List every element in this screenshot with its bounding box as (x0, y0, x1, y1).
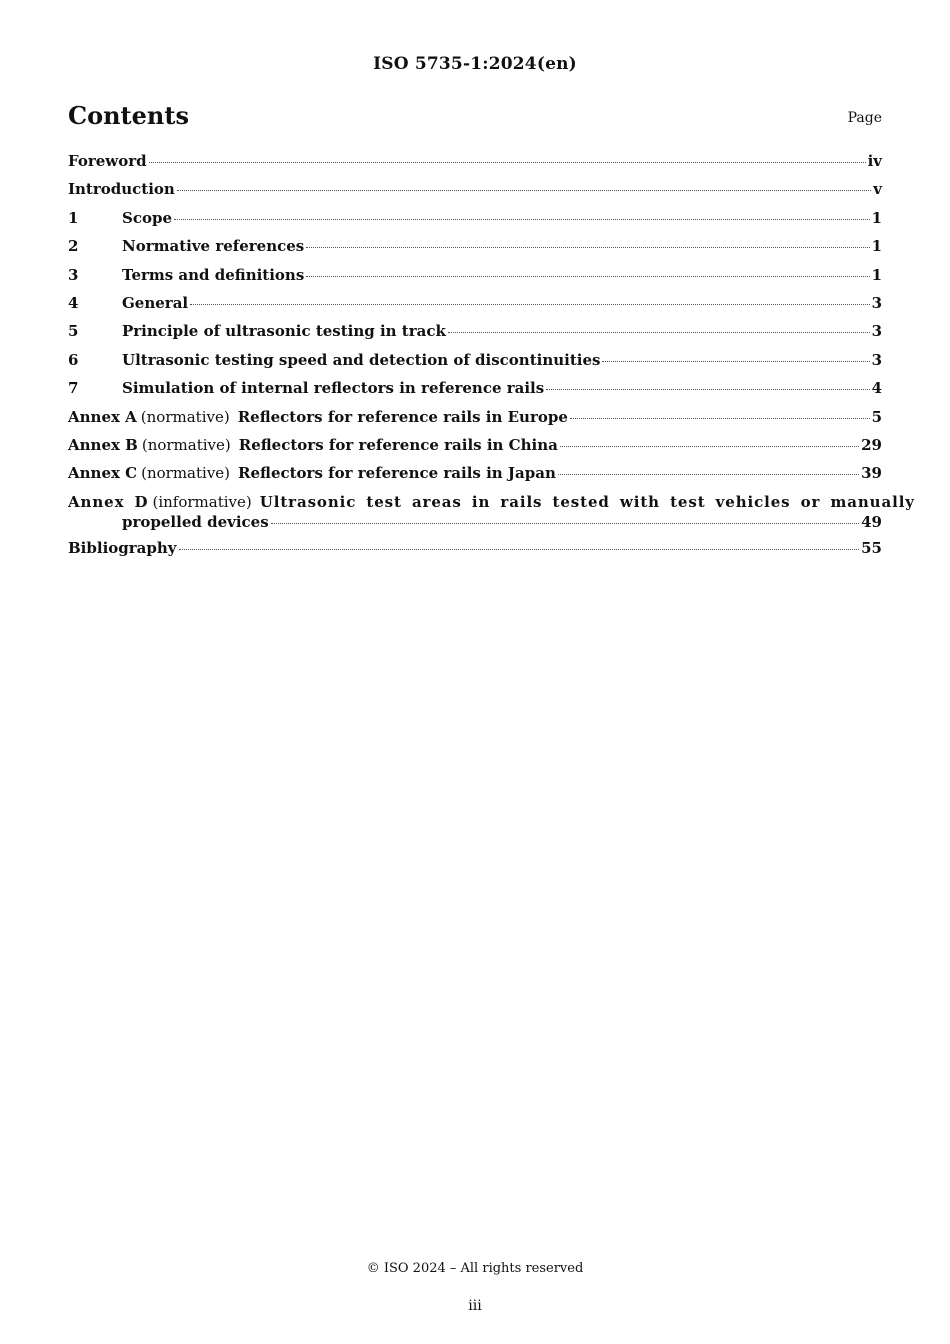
toc-entry-number: 4 (68, 293, 79, 312)
toc-entry-title: Ultrasonic testing speed and detection of discontinuities (122, 350, 601, 369)
toc-entry-page: 3 (871, 322, 882, 341)
dot-leader (546, 389, 869, 390)
toc-entry-number: 6 (68, 350, 79, 369)
toc-entry-title: Reflectors for reference rails in Europe (237, 407, 568, 426)
document-id-header: ISO 5735-1:2024(en) (373, 54, 577, 74)
toc-entry-number: 2 (68, 237, 79, 256)
annex-label: Annex A (68, 407, 137, 426)
toc-entry-title: Scope (122, 208, 173, 227)
toc-entry-number: 1 (68, 208, 79, 227)
contents-heading: Contents (68, 101, 189, 130)
toc-entry-number: 5 (68, 322, 79, 341)
toc-entry-annex-d[interactable] (68, 492, 915, 533)
toc-entry-scope[interactable] (68, 209, 882, 237)
toc-entry-title: Ultrasonic test areas in rails tested with test vehicles or manually (259, 492, 915, 511)
dot-leader (190, 304, 869, 305)
annex-label: Annex B (68, 435, 138, 454)
toc-entry-page: 3 (871, 293, 882, 312)
dot-leader (602, 361, 869, 362)
toc-entry-number: 3 (68, 265, 79, 284)
dot-leader (558, 474, 859, 475)
toc-entry-bibliography[interactable] (68, 539, 882, 567)
toc-entry-page: 39 (861, 464, 882, 483)
copyright-notice: © ISO 2024 – All rights reserved (366, 1261, 584, 1276)
toc-entry-page: 55 (861, 538, 882, 557)
toc-entry-title: Introduction (68, 180, 175, 199)
toc-entry-page: iv (867, 152, 882, 170)
toc-entry-normative-references[interactable] (68, 237, 882, 265)
toc-entry-annex-c[interactable] (68, 464, 882, 492)
toc-entry-title: Reflectors for reference rails in Japan (238, 464, 556, 483)
toc-entry-page: 49 (861, 512, 882, 531)
annex-label: Annex C (68, 464, 138, 483)
annex-kind: (normative) (141, 464, 231, 483)
toc-entry-page: 4 (871, 379, 882, 398)
toc-entry-simulation[interactable] (68, 379, 882, 407)
dot-leader (149, 162, 866, 163)
toc-entry-title: Reflectors for reference rails in China (238, 435, 558, 454)
toc-entry-title: Foreword (68, 152, 147, 170)
annex-label: Annex D (68, 492, 149, 511)
toc-entry-title: General (122, 293, 189, 312)
table-of-contents (68, 152, 915, 567)
toc-entry-annex-a[interactable] (68, 408, 882, 436)
toc-entry-title: Normative references (122, 237, 305, 256)
dot-leader (306, 247, 869, 248)
toc-entry-page: 1 (871, 208, 882, 227)
dot-leader (560, 446, 859, 447)
toc-entry-general[interactable] (68, 294, 882, 322)
dot-leader (570, 418, 870, 419)
toc-entry-title: Simulation of internal reflectors in reference rails (122, 379, 545, 398)
page-number: iii (468, 1298, 482, 1314)
annex-kind: (normative) (141, 435, 231, 454)
dot-leader (174, 219, 870, 220)
toc-entry-testing-speed[interactable] (68, 351, 882, 379)
page-column-label: Page (847, 110, 882, 126)
toc-entry-page: 1 (871, 237, 882, 256)
toc-entry-principle[interactable] (68, 322, 882, 350)
toc-entry-title: Bibliography (68, 538, 177, 557)
toc-entry-page: 3 (871, 350, 882, 369)
toc-entry-foreword[interactable] (68, 152, 882, 180)
dot-leader (177, 190, 871, 191)
dot-leader (271, 523, 859, 524)
toc-entry-page: v (873, 180, 882, 199)
toc-entry-terms-definitions[interactable] (68, 266, 882, 294)
toc-entry-number: 7 (68, 379, 79, 398)
dot-leader (179, 549, 860, 550)
toc-entry-annex-b[interactable] (68, 436, 882, 464)
annex-kind: (informative) (152, 492, 252, 511)
toc-entry-title: Principle of ultrasonic testing in track (122, 322, 446, 341)
toc-entry-title-continued: propelled devices (122, 512, 269, 531)
toc-entry-page: 5 (871, 407, 882, 426)
toc-entry-page: 1 (871, 265, 882, 284)
toc-entry-page: 29 (861, 435, 882, 454)
dot-leader (448, 332, 870, 333)
dot-leader (306, 276, 869, 277)
toc-entry-title: Terms and definitions (122, 265, 305, 284)
annex-kind: (normative) (140, 407, 230, 426)
toc-entry-introduction[interactable] (68, 180, 882, 208)
